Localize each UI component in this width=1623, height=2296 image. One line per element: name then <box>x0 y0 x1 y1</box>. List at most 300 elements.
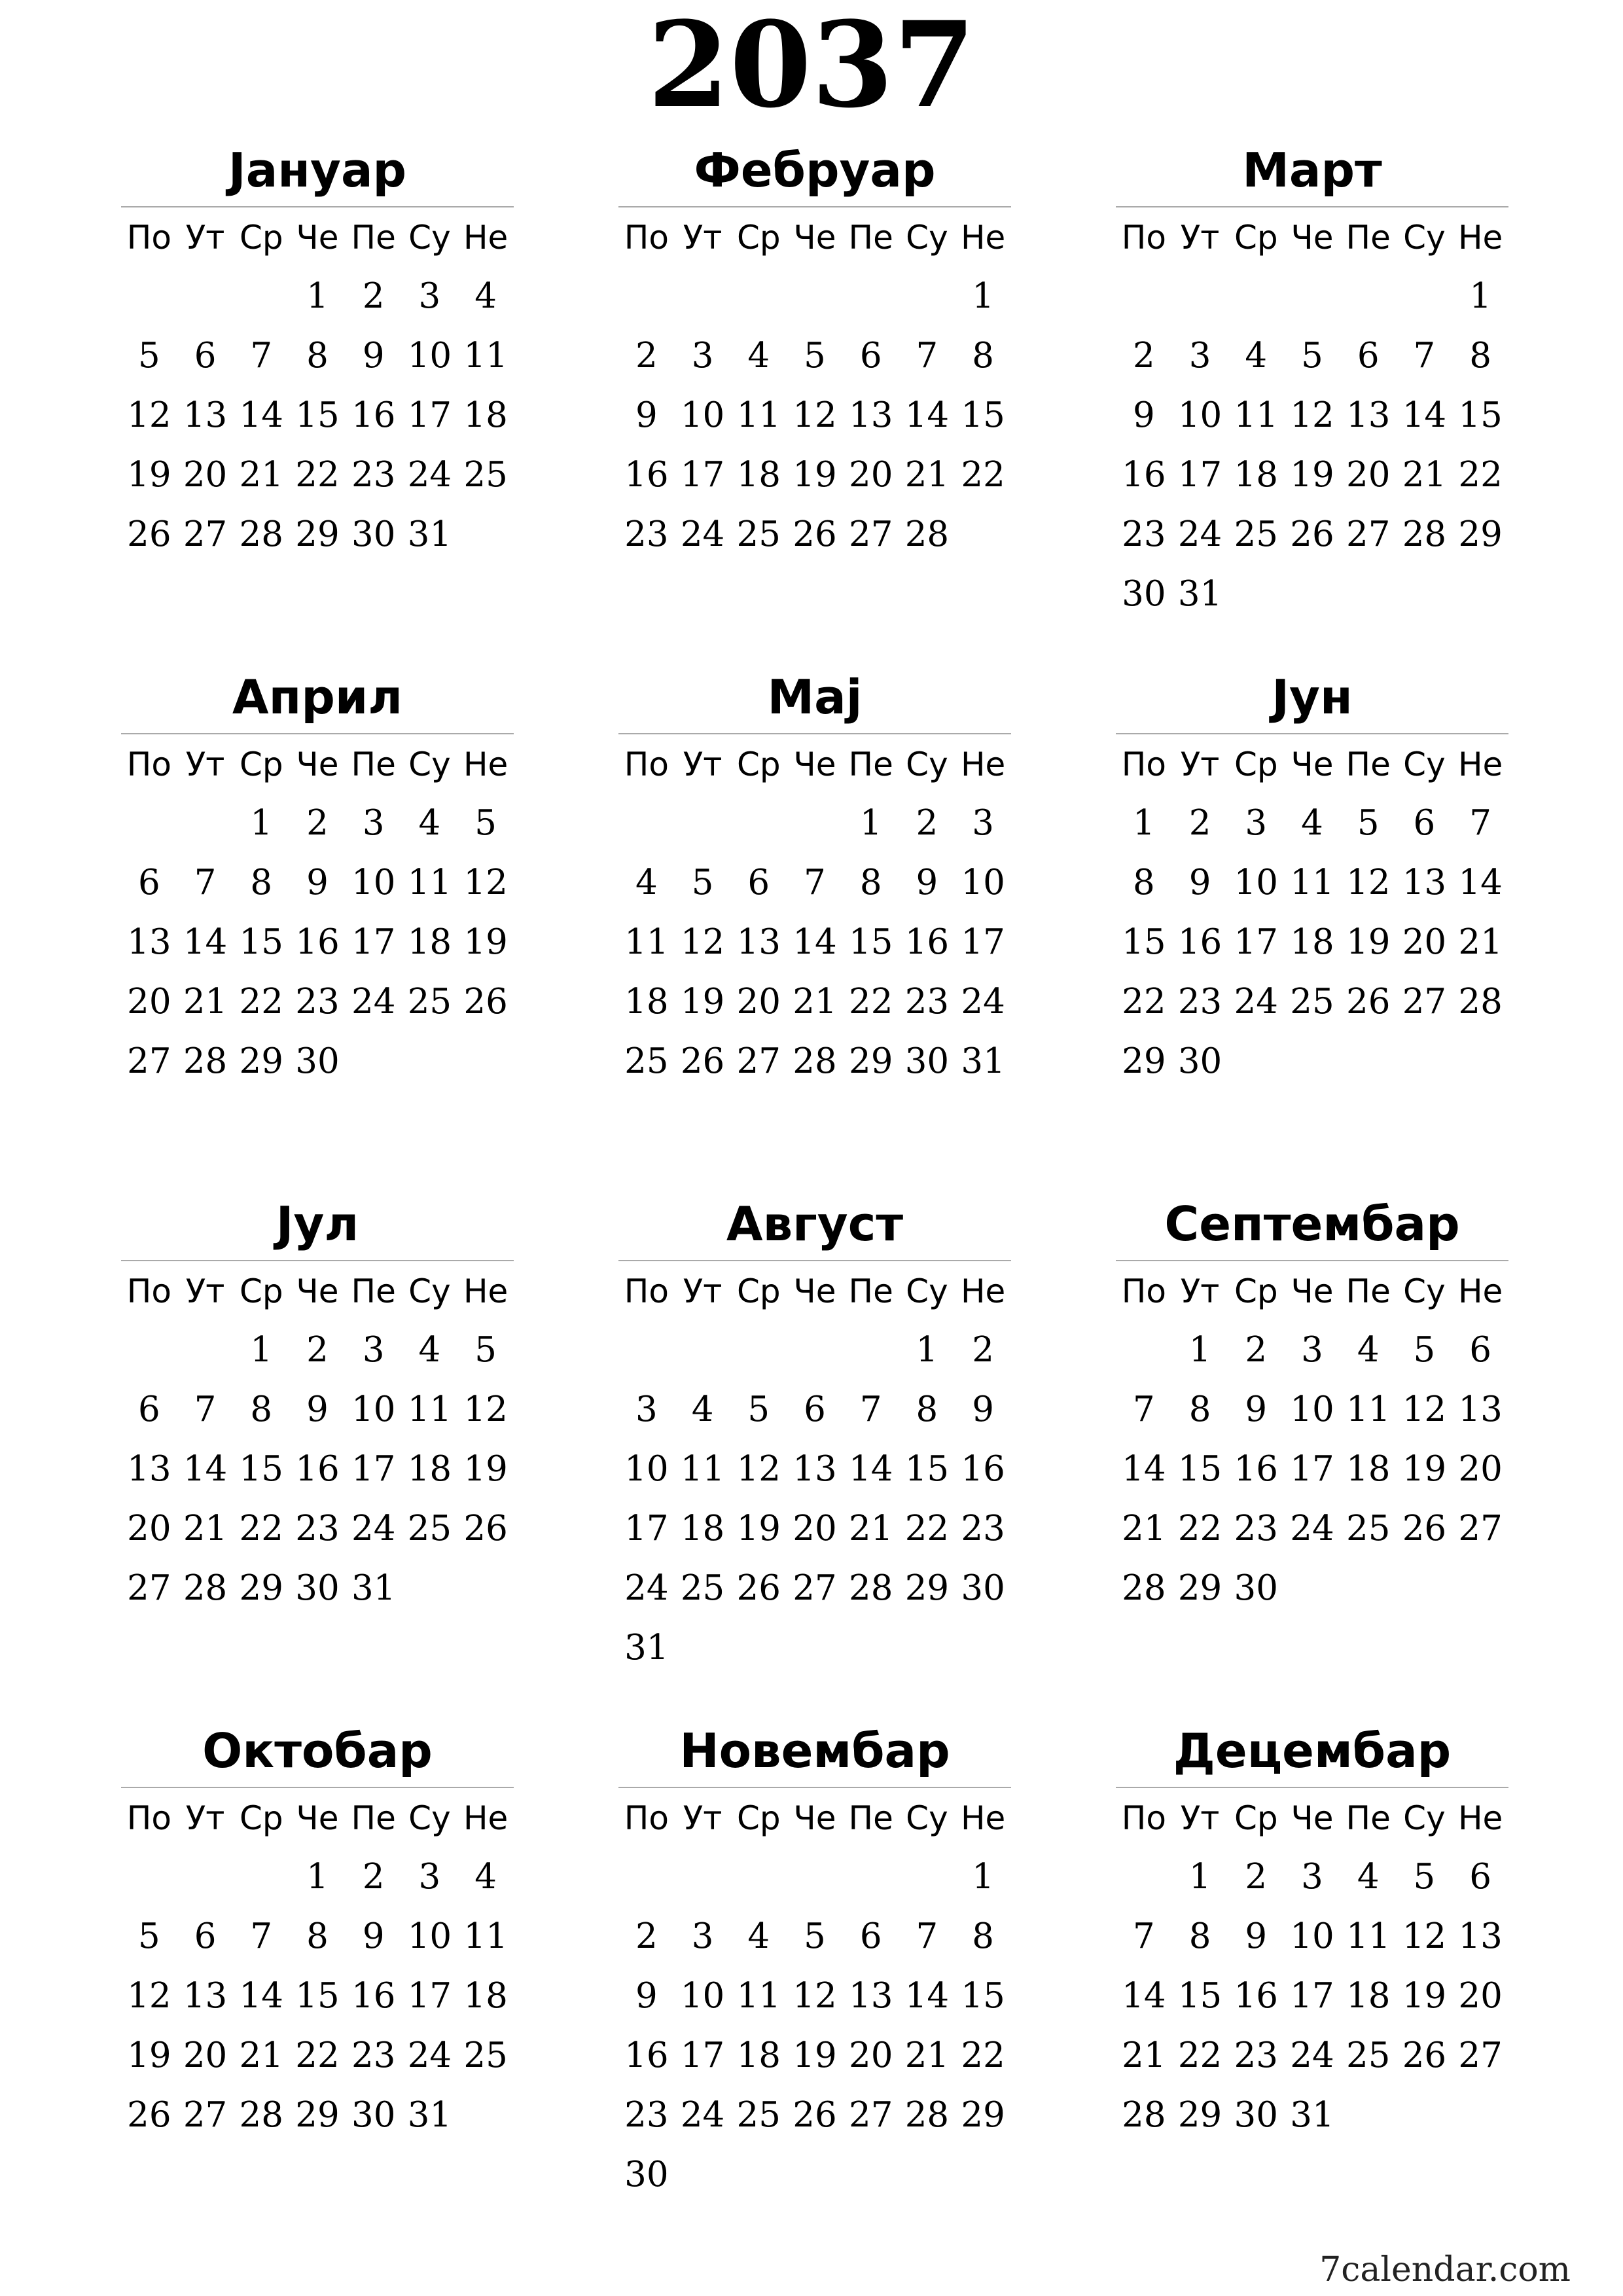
day-cell: 13 <box>1458 1390 1503 1429</box>
day-cell: 22 <box>848 982 893 1022</box>
day-cell: 28 <box>1402 514 1447 554</box>
weekday-label: Су <box>1403 1272 1446 1310</box>
empty-day-cell <box>899 266 955 326</box>
day-cell: 29 <box>1177 1568 1222 1608</box>
day-cell: 10 <box>680 395 725 435</box>
day-cell: 23 <box>1177 982 1222 1022</box>
empty-day-cell <box>177 1847 234 1907</box>
day-cell: 3 <box>1301 1857 1323 1897</box>
day-cell: 31 <box>1177 574 1222 614</box>
day-cell: 21 <box>1402 455 1447 495</box>
day-cell: 16 <box>904 922 950 962</box>
day-cell: 24 <box>680 514 725 554</box>
month-block <box>1116 134 1508 624</box>
day-cell: 17 <box>351 922 396 962</box>
day-cell: 16 <box>624 2036 669 2075</box>
month-name: Новембар <box>679 1723 950 1778</box>
weekday-label: Не <box>1457 745 1503 783</box>
weekday-header-row <box>121 736 514 793</box>
day-cell: 28 <box>1122 1568 1166 1608</box>
day-cell: 20 <box>848 455 893 495</box>
day-cell: 29 <box>848 1041 893 1081</box>
weekday-label: Ут <box>1180 1799 1220 1837</box>
day-cell: 27 <box>793 1568 837 1608</box>
day-cell: 19 <box>463 922 508 962</box>
weekday-label: По <box>624 1272 669 1310</box>
day-cell: 24 <box>407 2036 452 2075</box>
day-cell: 31 <box>351 1568 396 1608</box>
day-cell: 8 <box>1188 1916 1211 1956</box>
weekday-label: Ср <box>1234 219 1278 257</box>
day-cell: 12 <box>1346 863 1391 903</box>
day-cell: 28 <box>793 1041 837 1081</box>
day-cell: 25 <box>1346 2036 1391 2075</box>
day-cell: 23 <box>624 2095 669 2135</box>
day-cell: 13 <box>1346 395 1391 435</box>
day-cell: 12 <box>736 1449 781 1489</box>
days-grid <box>1116 793 1508 1091</box>
weekday-label: Не <box>960 1799 1006 1837</box>
day-cell: 3 <box>635 1390 658 1429</box>
weekday-label: Не <box>463 745 508 783</box>
month-block <box>1116 1715 1508 2145</box>
weekday-label: Че <box>1291 1799 1334 1837</box>
day-cell: 16 <box>624 455 669 495</box>
weekday-label: Су <box>906 1272 948 1310</box>
weekday-label: Пе <box>848 1272 893 1310</box>
day-cell: 20 <box>848 2036 893 2075</box>
day-cell: 10 <box>624 1449 669 1489</box>
day-cell: 9 <box>362 1916 385 1956</box>
day-cell: 2 <box>1188 803 1211 843</box>
day-cell: 22 <box>1177 2036 1222 2075</box>
month-name: Мај <box>767 670 863 725</box>
day-cell: 24 <box>961 982 1005 1022</box>
day-cell: 17 <box>1290 1976 1334 2016</box>
month-name: Август <box>726 1196 904 1251</box>
empty-day-cell <box>730 1320 787 1380</box>
empty-day-cell <box>618 266 675 326</box>
day-cell: 6 <box>859 1916 882 1956</box>
weekday-label: Че <box>793 1272 836 1310</box>
day-cell: 20 <box>1346 455 1391 495</box>
day-cell: 16 <box>1234 1449 1278 1489</box>
weekday-label: Ут <box>683 1799 722 1837</box>
day-cell: 25 <box>736 2095 781 2135</box>
day-cell: 6 <box>1357 336 1380 376</box>
weekday-label: Че <box>296 745 339 783</box>
day-cell: 27 <box>848 2095 893 2135</box>
day-cell: 21 <box>239 2036 283 2075</box>
empty-day-cell <box>618 793 675 853</box>
month-name: Јануар <box>228 143 407 198</box>
day-cell: 29 <box>1122 1041 1166 1081</box>
empty-day-cell <box>1284 266 1340 326</box>
days-grid <box>1116 1847 1508 2145</box>
day-cell: 26 <box>1402 2036 1447 2075</box>
day-cell: 1 <box>916 1330 938 1370</box>
day-cell: 11 <box>1234 395 1278 435</box>
day-cell: 1 <box>306 276 329 316</box>
day-cell: 25 <box>1290 982 1334 1022</box>
day-cell: 6 <box>1469 1330 1491 1370</box>
weekday-label: По <box>624 219 669 257</box>
day-cell: 20 <box>127 982 171 1022</box>
day-cell: 24 <box>351 1509 396 1549</box>
weekday-header-row <box>1116 736 1508 793</box>
weekday-header-row <box>618 1263 1011 1320</box>
day-cell: 2 <box>1245 1857 1268 1897</box>
day-cell: 9 <box>1245 1390 1268 1429</box>
weekday-label: Не <box>463 1799 508 1837</box>
day-cell: 9 <box>635 1976 658 2016</box>
day-cell: 19 <box>1290 455 1334 495</box>
empty-day-cell <box>730 1847 787 1907</box>
day-cell: 17 <box>961 922 1005 962</box>
empty-day-cell <box>843 266 899 326</box>
weekday-label: Не <box>960 745 1006 783</box>
empty-day-cell <box>899 1847 955 1907</box>
empty-day-cell <box>1228 266 1284 326</box>
day-cell: 19 <box>736 1509 781 1549</box>
day-cell: 30 <box>351 2095 396 2135</box>
weekday-label: Су <box>1403 1799 1446 1837</box>
day-cell: 12 <box>793 395 837 435</box>
day-cell: 11 <box>407 863 452 903</box>
day-cell: 13 <box>736 922 781 962</box>
day-cell: 5 <box>137 1916 160 1956</box>
day-cell: 21 <box>904 2036 950 2075</box>
day-cell: 18 <box>407 922 452 962</box>
day-cell: 19 <box>1402 1976 1447 2016</box>
day-cell: 25 <box>407 1509 452 1549</box>
day-cell: 10 <box>1234 863 1278 903</box>
weekday-header-row <box>1116 209 1508 266</box>
weekday-label: Су <box>1403 219 1446 257</box>
weekday-label: Ут <box>185 745 225 783</box>
day-cell: 9 <box>972 1390 994 1429</box>
day-cell: 11 <box>463 1916 508 1956</box>
day-cell: 11 <box>1290 863 1334 903</box>
day-cell: 15 <box>1177 1976 1222 2016</box>
weekday-label: Че <box>1291 1272 1334 1310</box>
day-cell: 4 <box>1245 336 1268 376</box>
day-cell: 15 <box>848 922 893 962</box>
day-cell: 14 <box>1122 1449 1166 1489</box>
day-cell: 5 <box>804 1916 826 1956</box>
day-cell: 23 <box>351 2036 396 2075</box>
month-divider <box>121 206 514 207</box>
day-cell: 4 <box>474 1857 497 1897</box>
empty-day-cell <box>1116 1320 1172 1380</box>
day-cell: 1 <box>1132 803 1155 843</box>
weekday-label: Су <box>408 1272 451 1310</box>
day-cell: 11 <box>1346 1390 1391 1429</box>
day-cell: 28 <box>239 2095 283 2135</box>
day-cell: 15 <box>961 395 1005 435</box>
day-cell: 8 <box>250 863 273 903</box>
days-grid <box>618 1320 1011 1677</box>
weekday-label: Ср <box>239 219 283 257</box>
weekday-label: Пе <box>351 745 396 783</box>
day-cell: 2 <box>635 1916 658 1956</box>
empty-day-cell <box>843 1847 899 1907</box>
day-cell: 19 <box>793 2036 837 2075</box>
day-cell: 11 <box>1346 1916 1391 1956</box>
empty-day-cell <box>675 1320 731 1380</box>
day-cell: 13 <box>793 1449 837 1489</box>
day-cell: 6 <box>1469 1857 1491 1897</box>
day-cell: 10 <box>407 336 452 376</box>
weekday-label: Пе <box>1346 1799 1391 1837</box>
day-cell: 2 <box>635 336 658 376</box>
day-cell: 2 <box>362 1857 385 1897</box>
day-cell: 10 <box>351 863 396 903</box>
day-cell: 2 <box>1245 1330 1268 1370</box>
day-cell: 7 <box>250 1916 273 1956</box>
day-cell: 6 <box>137 1390 160 1429</box>
day-cell: 25 <box>407 982 452 1022</box>
empty-day-cell <box>121 266 177 326</box>
weekday-label: Че <box>296 1272 339 1310</box>
day-cell: 6 <box>747 863 770 903</box>
day-cell: 5 <box>691 863 714 903</box>
day-cell: 7 <box>1132 1390 1155 1429</box>
day-cell: 17 <box>407 1976 452 2016</box>
day-cell: 18 <box>624 982 669 1022</box>
empty-day-cell <box>675 1847 731 1907</box>
day-cell: 5 <box>1301 336 1323 376</box>
day-cell: 26 <box>736 1568 781 1608</box>
day-cell: 1 <box>1188 1330 1211 1370</box>
day-cell: 24 <box>1177 514 1222 554</box>
month-block <box>618 134 1011 564</box>
day-cell: 17 <box>1177 455 1222 495</box>
day-cell: 13 <box>1402 863 1447 903</box>
day-cell: 1 <box>250 1330 273 1370</box>
day-cell: 5 <box>474 1330 497 1370</box>
day-cell: 6 <box>859 336 882 376</box>
month-name: Децембар <box>1173 1723 1452 1778</box>
weekday-label: Ср <box>1234 745 1278 783</box>
day-cell: 13 <box>848 1976 893 2016</box>
day-cell: 21 <box>1122 1509 1166 1549</box>
day-cell: 19 <box>127 455 171 495</box>
day-cell: 29 <box>295 2095 340 2135</box>
day-cell: 13 <box>1458 1916 1503 1956</box>
day-cell: 14 <box>848 1449 893 1489</box>
day-cell: 8 <box>859 863 882 903</box>
day-cell: 5 <box>804 336 826 376</box>
weekday-label: Ут <box>1180 745 1220 783</box>
day-cell: 20 <box>736 982 781 1022</box>
day-cell: 14 <box>904 395 950 435</box>
month-block <box>121 661 514 1091</box>
weekday-label: Не <box>1457 1799 1503 1837</box>
day-cell: 20 <box>183 2036 228 2075</box>
empty-day-cell <box>675 266 731 326</box>
day-cell: 30 <box>624 2155 669 2195</box>
weekday-label: По <box>126 219 171 257</box>
day-cell: 15 <box>1458 395 1503 435</box>
day-cell: 25 <box>1234 514 1278 554</box>
day-cell: 15 <box>239 1449 283 1489</box>
day-cell: 12 <box>463 863 508 903</box>
day-cell: 16 <box>1234 1976 1278 2016</box>
day-cell: 2 <box>306 1330 329 1370</box>
day-cell: 31 <box>1290 2095 1334 2135</box>
day-cell: 18 <box>736 2036 781 2075</box>
empty-day-cell <box>787 793 843 853</box>
day-cell: 10 <box>961 863 1005 903</box>
day-cell: 14 <box>1402 395 1447 435</box>
day-cell: 25 <box>736 514 781 554</box>
day-cell: 6 <box>137 863 160 903</box>
weekday-label: Ср <box>239 745 283 783</box>
weekday-label: Ср <box>736 1799 781 1837</box>
day-cell: 26 <box>127 514 171 554</box>
weekday-label: Не <box>1457 219 1503 257</box>
day-cell: 23 <box>961 1509 1005 1549</box>
day-cell: 28 <box>1122 2095 1166 2135</box>
day-cell: 27 <box>1346 514 1391 554</box>
day-cell: 20 <box>183 455 228 495</box>
day-cell: 9 <box>1245 1916 1268 1956</box>
day-cell: 29 <box>239 1568 283 1608</box>
day-cell: 3 <box>362 803 385 843</box>
weekday-label: Пе <box>1346 219 1391 257</box>
day-cell: 1 <box>1188 1857 1211 1897</box>
day-cell: 18 <box>407 1449 452 1489</box>
day-cell: 6 <box>194 1916 217 1956</box>
day-cell: 23 <box>295 982 340 1022</box>
month-divider <box>1116 1260 1508 1261</box>
day-cell: 15 <box>295 395 340 435</box>
day-cell: 24 <box>407 455 452 495</box>
day-cell: 18 <box>463 1976 508 2016</box>
day-cell: 28 <box>904 2095 950 2135</box>
day-cell: 15 <box>1177 1449 1222 1489</box>
day-cell: 27 <box>127 1568 171 1608</box>
empty-day-cell <box>1116 266 1172 326</box>
empty-day-cell <box>787 1320 843 1380</box>
weekday-label: Ут <box>1180 1272 1220 1310</box>
day-cell: 25 <box>463 2036 508 2075</box>
day-cell: 17 <box>407 395 452 435</box>
day-cell: 15 <box>1122 922 1166 962</box>
empty-day-cell <box>618 1847 675 1907</box>
day-cell: 1 <box>972 1857 994 1897</box>
day-cell: 19 <box>1346 922 1391 962</box>
day-cell: 1 <box>1469 276 1491 316</box>
day-cell: 13 <box>183 1976 228 2016</box>
day-cell: 30 <box>961 1568 1005 1608</box>
month-divider <box>618 1787 1011 1788</box>
weekday-label: Ут <box>1180 219 1220 257</box>
day-cell: 12 <box>1402 1390 1447 1429</box>
day-cell: 10 <box>1290 1390 1334 1429</box>
day-cell: 16 <box>295 1449 340 1489</box>
day-cell: 22 <box>904 1509 950 1549</box>
day-cell: 12 <box>463 1390 508 1429</box>
days-grid <box>618 793 1011 1091</box>
day-cell: 19 <box>793 455 837 495</box>
day-cell: 20 <box>1402 922 1447 962</box>
day-cell: 28 <box>239 514 283 554</box>
weekday-label: По <box>126 745 171 783</box>
month-divider <box>618 206 1011 207</box>
day-cell: 8 <box>972 1916 994 1956</box>
day-cell: 18 <box>680 1509 725 1549</box>
day-cell: 20 <box>793 1509 837 1549</box>
day-cell: 9 <box>916 863 938 903</box>
weekday-label: Су <box>408 219 451 257</box>
day-cell: 5 <box>1357 803 1380 843</box>
weekday-label: Пе <box>848 745 893 783</box>
month-divider <box>1116 1787 1508 1788</box>
day-cell: 2 <box>362 276 385 316</box>
day-cell: 27 <box>736 1041 781 1081</box>
day-cell: 16 <box>1177 922 1222 962</box>
day-cell: 31 <box>407 2095 452 2135</box>
empty-day-cell <box>121 1847 177 1907</box>
day-cell: 14 <box>793 922 837 962</box>
day-cell: 27 <box>1458 1509 1503 1549</box>
day-cell: 5 <box>747 1390 770 1429</box>
day-cell: 29 <box>239 1041 283 1081</box>
day-cell: 20 <box>1458 1449 1503 1489</box>
day-cell: 11 <box>463 336 508 376</box>
day-cell: 24 <box>351 982 396 1022</box>
day-cell: 17 <box>1234 922 1278 962</box>
weekday-label: Су <box>906 745 948 783</box>
day-cell: 15 <box>295 1976 340 2016</box>
empty-day-cell <box>121 1320 177 1380</box>
day-cell: 4 <box>635 863 658 903</box>
days-grid <box>121 266 514 564</box>
day-cell: 10 <box>1290 1916 1334 1956</box>
day-cell: 17 <box>351 1449 396 1489</box>
day-cell: 26 <box>793 2095 837 2135</box>
day-cell: 28 <box>848 1568 893 1608</box>
day-cell: 24 <box>1290 1509 1334 1549</box>
day-cell: 31 <box>407 514 452 554</box>
day-cell: 7 <box>859 1390 882 1429</box>
day-cell: 13 <box>127 922 171 962</box>
day-cell: 30 <box>1177 1041 1222 1081</box>
day-cell: 27 <box>183 514 228 554</box>
day-cell: 4 <box>1357 1330 1380 1370</box>
day-cell: 17 <box>680 2036 725 2075</box>
day-cell: 23 <box>295 1509 340 1549</box>
day-cell: 9 <box>306 1390 329 1429</box>
day-cell: 8 <box>1469 336 1491 376</box>
weekday-label: Че <box>1291 745 1334 783</box>
day-cell: 26 <box>1346 982 1391 1022</box>
weekday-label: Ср <box>239 1272 283 1310</box>
day-cell: 15 <box>239 922 283 962</box>
day-cell: 13 <box>848 395 893 435</box>
month-name: Јун <box>1272 670 1353 725</box>
day-cell: 6 <box>194 336 217 376</box>
day-cell: 14 <box>1458 863 1503 903</box>
weekday-label: Пе <box>848 1799 893 1837</box>
day-cell: 3 <box>1301 1330 1323 1370</box>
day-cell: 22 <box>1458 455 1503 495</box>
empty-day-cell <box>1172 266 1228 326</box>
day-cell: 8 <box>306 1916 329 1956</box>
day-cell: 3 <box>418 1857 441 1897</box>
